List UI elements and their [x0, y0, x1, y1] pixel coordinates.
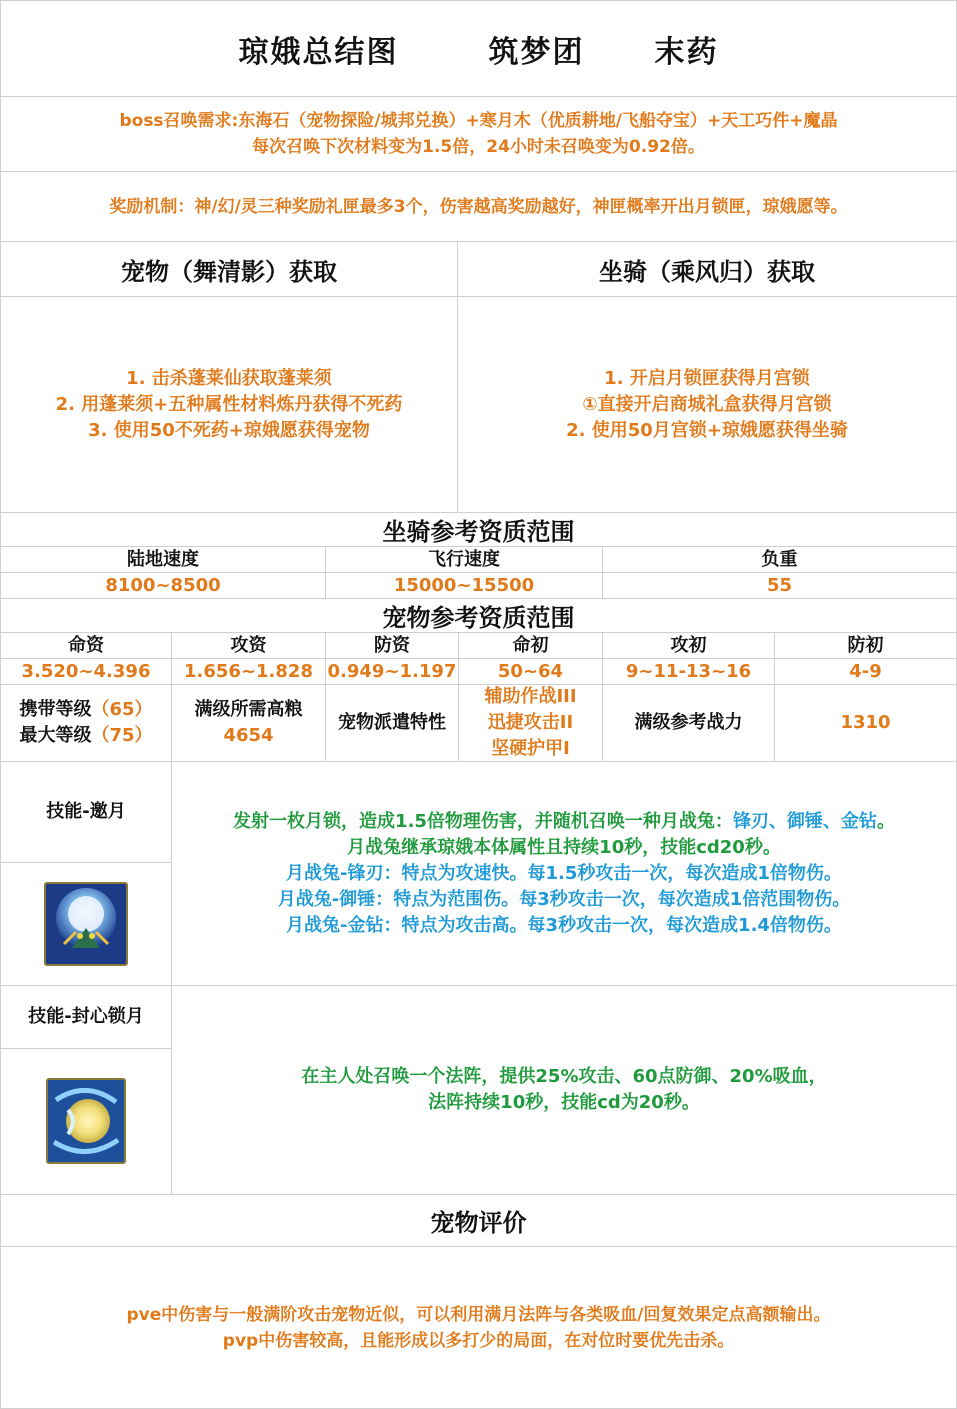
- power-label-cell: 满级参考战力: [602, 684, 775, 762]
- reward-text: 奖励机制：神/幻/灵三种奖励礼匣最多3个，伤害越高奖励越好，神匣概率开出月锁匣，琼娥愿等。: [109, 196, 848, 217]
- level-cell: 携带等级（65） 最大等级（75）: [0, 684, 172, 762]
- list-item: 2. 用蓬莱须+五种属性材料炼丹获得不死药: [55, 393, 403, 415]
- table-cell: 1.656~1.828: [171, 658, 326, 685]
- skill2-description: 在主人处召唤一个法阵，提供25%攻击、60点防御、20%吸血， 法阵持续10秒，技能cd为20秒。: [171, 985, 957, 1195]
- boss-line-2: 每次召唤下次材料变为1.5倍，24小时未召唤变为0.92倍。: [252, 137, 705, 157]
- table-header-cell: 陆地速度: [0, 546, 326, 573]
- table-header-cell: 飞行速度: [325, 546, 603, 573]
- pet-obtain-steps: [0, 296, 458, 513]
- food-cell: 满级所需高粮 4654: [171, 684, 326, 762]
- table-header-cell: 命初: [458, 632, 603, 659]
- boss-requirement: [0, 96, 957, 172]
- table-cell: 0.949~1.197: [325, 658, 459, 685]
- table-cell: 4-9: [774, 658, 957, 685]
- table-header-cell: 攻资: [171, 632, 326, 659]
- table-header-cell: 负重: [602, 546, 957, 573]
- table-header-cell: 命资: [0, 632, 172, 659]
- table-header-cell: 攻初: [602, 632, 775, 659]
- mount-quality-heading: 坐骑参考资质范围: [0, 512, 957, 547]
- list-item: ①直接开启商城礼盒获得月宫锁: [582, 393, 832, 415]
- mount-obtain-steps: [457, 296, 957, 513]
- mount-obtain-heading: 坐骑（乘风归）获取: [457, 241, 957, 297]
- list-item: 1. 击杀蓬莱仙获取蓬莱须: [126, 367, 332, 389]
- evaluation-text: pve中伤害与一般满阶攻击宠物近似，可以利用满月法阵与各类吸血/回复效果定点高额输出。 pvp中伤害较高，且能形成以多打少的局面，在对位时要优先击杀。: [0, 1246, 957, 1409]
- author-name: 末药: [654, 34, 719, 70]
- table-cell: 15000~15500: [325, 572, 603, 599]
- table-cell: 8100~8500: [0, 572, 326, 599]
- skill2-name-cell: 技能-封心锁月: [0, 985, 172, 1049]
- list-item: 2. 使用50月宫锁+琼娥愿获得坐骑: [566, 419, 848, 441]
- dispatch-traits-cell: 辅助作战III 迅捷攻击II 坚硬护甲I: [458, 684, 603, 762]
- boss-line-1: boss召唤需求:东海石（宠物探险/城邦兑换）+寒月木（优质耕地/飞船夺宝）+天工巧件+魔晶: [119, 111, 838, 131]
- dispatch-label-cell: 宠物派遣特性: [325, 684, 459, 762]
- table-cell: 55: [602, 572, 957, 599]
- page-title: 琼娥总结图: [238, 34, 399, 70]
- moon-rabbit-skill-icon: [44, 882, 128, 966]
- table-cell: 50~64: [458, 658, 603, 685]
- list-item: 1. 开启月锁匣获得月宫锁: [604, 367, 810, 389]
- team-name: 筑梦团: [488, 34, 585, 70]
- table-header-cell: 防初: [774, 632, 957, 659]
- skill1-name-cell: 技能-邀月: [0, 761, 172, 863]
- skill1-description: 发射一枚月锁，造成1.5倍物理伤害，并随机召唤一种月战兔：锋刃、御锤、金钻。 月战兔继承琼娥本体属性且持续10秒，技能cd20秒。 月战兔-锋刃：特点为攻速快。每1.5秒攻击一次，每次造成1倍物伤。 月战兔-御锤：特点为范围伤。每3秒攻击一次，每次造成1倍范围物伤。 月战兔-金钻：特点为攻击高。每3秒攻击一次，每次造成1.4倍物伤。: [171, 761, 957, 986]
- table-header-cell: 防资: [325, 632, 459, 659]
- header-row: [0, 0, 957, 97]
- reward-mechanism: [0, 171, 957, 242]
- pet-obtain-heading: 宠物（舞清影）获取: [0, 241, 458, 297]
- full-moon-skill-icon: [46, 1078, 126, 1164]
- table-cell: 9~11-13~16: [602, 658, 775, 685]
- evaluation-heading: 宠物评价: [0, 1194, 957, 1247]
- list-item: 3. 使用50不死药+琼娥愿获得宠物: [88, 419, 370, 441]
- table-cell: 3.520~4.396: [0, 658, 172, 685]
- power-value-cell: 1310: [774, 684, 957, 762]
- pet-quality-heading: 宠物参考资质范围: [0, 598, 957, 633]
